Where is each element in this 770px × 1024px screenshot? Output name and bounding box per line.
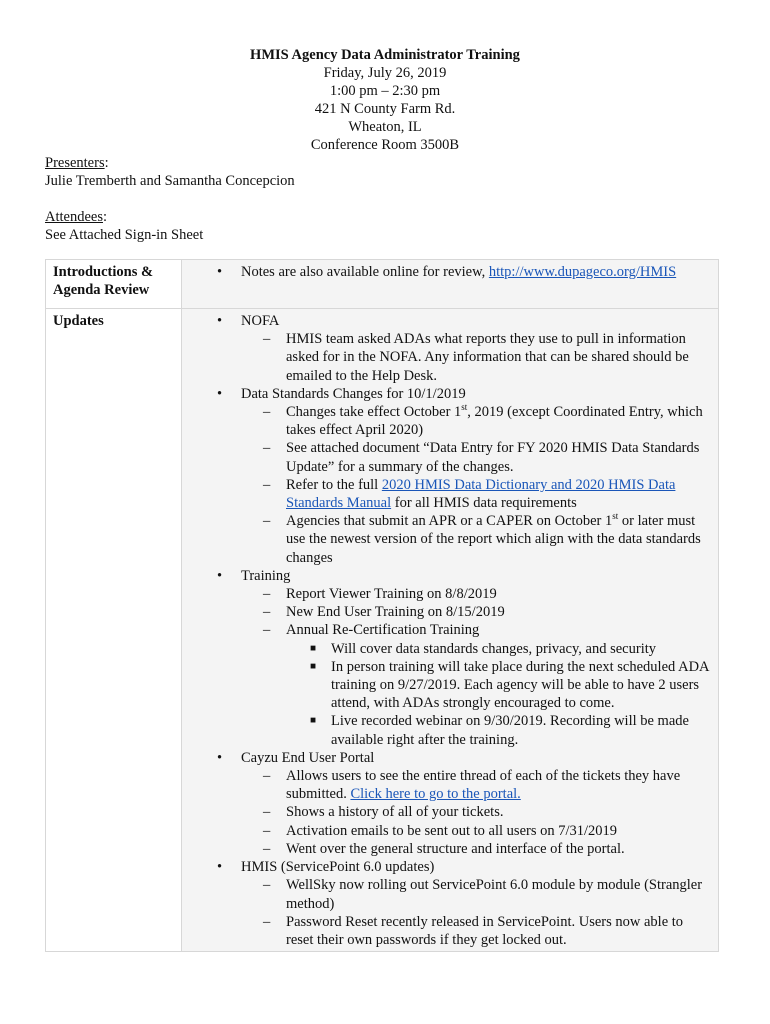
dash-icon: – [263,840,271,857]
data-dictionary-link[interactable]: 2020 HMIS Data Dictionary and 2020 HMIS Data Standards Manual [286,476,676,512]
attendees-colon: : [102,209,108,225]
presenters-section [45,154,295,190]
square-bullet-icon: ■ [310,660,317,672]
training-sub-3: Live recorded webinar on 9/30/2019. Recording will be made available right after the training. [331,713,689,748]
list-item [241,913,712,949]
cayzu-item-1: Allows users to see the entire thread of each of the tickets they have submitted. [286,768,681,803]
list-item [241,476,712,512]
standards-item-3a: Refer to the full [286,476,382,493]
training-item-3: Annual Re-Certification Training [286,622,480,639]
list-item-data-standards [189,385,712,567]
ordinal-suffix: st [461,402,468,413]
attendees-label: Attendees [45,209,103,225]
list-item-cayzu [189,749,712,858]
standards-item-3b: for all HMIS data requirements [391,495,577,512]
topic-introductions: Introductions & Agenda Review [46,260,182,309]
attendees-text: See Attached Sign-in Sheet [45,227,204,243]
list-item [241,876,712,912]
dash-icon: – [263,913,271,930]
dash-icon: – [263,404,271,421]
topic-updates: Updates [46,309,182,952]
list-item-hmis [189,858,712,949]
training-sub-2: In person training will take place during the next scheduled ADA training on 9/27/2019. Each agency will be able to have 2 users attend, with ADAs strongly encouraged to come. [331,658,709,712]
notes-table [45,259,719,952]
dash-icon: – [263,476,271,493]
list-item [241,767,712,803]
list-item [241,439,712,475]
dash-icon: – [263,768,271,785]
presenters-label: Presenters [45,155,105,171]
meeting-address: 421 N County Farm Rd. [314,101,456,117]
content-introductions [182,260,719,309]
table-row [46,309,719,952]
list-item [241,803,712,821]
document-title: HMIS Agency Data Administrator Training [250,47,520,63]
document-header [0,46,770,154]
dash-icon: – [263,822,271,839]
meeting-date: Friday, July 26, 2019 [323,65,447,81]
list-item [241,403,712,439]
nofa-item-1: HMIS team asked ADAs what reports they use to pull in information asked for in the NOFA. Any information that can be shared should be emailed to the Help Desk. [286,331,689,384]
standards-item-2: See attached document “Data Entry for FY 2020 HMIS Data Standards Update” for a summary of the changes. [286,440,700,475]
list-item-nofa [189,312,712,385]
bullet-icon: • [217,385,223,402]
meeting-time: 1:00 pm – 2:30 pm [329,83,441,99]
training-label: Training [241,567,291,584]
standards-item-1a: Changes take effect October 1 [286,404,462,421]
cayzu-item-2: Shows a history of all of your tickets. [286,804,504,821]
cayzu-item-4: Went over the general structure and interface of the portal. [286,840,625,857]
attendees-section [45,208,203,244]
training-sub-1: Will cover data standards changes, privacy, and security [331,640,657,657]
standards-item-4b: or later must use the newest version of the report which align with the data standards changes [286,513,701,566]
content-updates [182,309,719,952]
standards-item-1b: , 2019 (except Coordinated Entry, which takes effect April 2020) [286,404,703,439]
presenters-names: Julie Tremberth and Samantha Concepcion [45,173,295,189]
list-item [286,658,712,713]
bullet-icon: • [217,264,223,280]
hmis-item-1: WellSky now rolling out ServicePoint 6.0 module by module (Strangler method) [286,877,703,912]
cayzu-item-3: Activation emails to be sent out to all users on 7/31/2019 [286,822,618,839]
list-item [241,585,712,603]
hmis-item-2: Password Reset recently released in ServicePoint. Users now able to reset their own passwords if they get locked out. [286,913,684,948]
dash-icon: – [263,513,271,530]
list-item [241,822,712,840]
bullet-icon: • [217,313,223,329]
dash-icon: – [263,331,271,348]
cayzu-label: Cayzu End User Portal [241,749,375,766]
table-row [46,260,719,309]
hmis-label: HMIS (ServicePoint 6.0 updates) [241,859,435,876]
square-bullet-icon: ■ [310,642,317,654]
bullet-icon: • [217,567,223,584]
meeting-city: Wheaton, IL [348,119,422,135]
intro-notes-text: Notes are also available online for review, [241,264,489,280]
hmis-website-link[interactable]: http://www.dupageco.org/HMIS [488,264,677,280]
bullet-icon: • [217,749,223,766]
list-item [241,621,712,748]
list-item [241,840,712,858]
dash-icon: – [263,440,271,457]
dash-icon: – [263,877,271,894]
nofa-label: NOFA [241,313,280,329]
meeting-room: Conference Room 3500B [310,137,460,153]
list-item [189,263,712,281]
training-item-1: Report Viewer Training on 8/8/2019 [286,586,497,603]
dash-icon: – [263,586,271,603]
standards-item-4a: Agencies that submit an APR or a CAPER on October 1 [286,513,613,530]
presenters-colon: : [104,155,109,171]
list-item [286,640,712,658]
dash-icon: – [263,622,271,639]
list-item-training [189,567,712,749]
list-item [241,330,712,385]
dash-icon: – [263,804,271,821]
standards-label: Data Standards Changes for 10/1/2019 [241,385,466,402]
portal-link[interactable]: Click here to go to the portal. [350,786,521,803]
training-item-2: New End User Training on 8/15/2019 [286,604,505,621]
list-item [241,603,712,621]
list-item [286,712,712,748]
ordinal-suffix: st [612,511,619,522]
square-bullet-icon: ■ [310,715,317,727]
list-item [241,512,712,567]
dash-icon: – [263,604,271,621]
bullet-icon: • [217,859,223,876]
